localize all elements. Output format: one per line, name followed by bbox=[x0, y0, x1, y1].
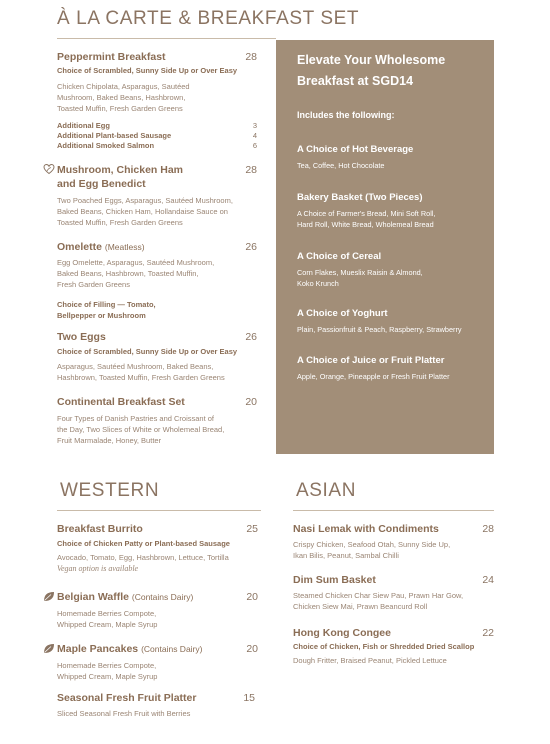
menu-item-breakfast-burrito bbox=[57, 522, 258, 574]
headline-line: Breakfast at SGD14 bbox=[297, 74, 414, 88]
item-choice: Choice of Chicken, Fish or Shredded Dried Scallop bbox=[293, 642, 475, 651]
menu-item-seasonal-fruit-platter bbox=[57, 691, 255, 719]
desc-line: Dough Fritter, Braised Peanut, Pickled Lettuce bbox=[293, 656, 447, 665]
block-title: A Choice of Yoghurt bbox=[297, 308, 388, 319]
desc-line: Apple, Orange, Pineapple or Fresh Fruit Platter bbox=[297, 372, 450, 381]
menu-item-hong-kong-congee bbox=[293, 626, 494, 666]
item-name bbox=[57, 590, 193, 604]
item-description bbox=[57, 413, 257, 446]
desc-line: Egg Omelette, Asparagus, Sautéed Mushroom, bbox=[57, 258, 215, 267]
item-choice: Choice of Chicken Patty or Plant-based Sausage bbox=[57, 539, 230, 548]
desc-line: Chicken Chipolata, Asparagus, Sautéed bbox=[57, 82, 190, 91]
item-description bbox=[57, 361, 257, 383]
section-title-asian: ASIAN bbox=[296, 480, 357, 501]
menu-item-omelette bbox=[57, 240, 257, 321]
item-price: 28 bbox=[482, 523, 494, 535]
menu-item-maple-pancakes bbox=[57, 642, 258, 682]
item-description bbox=[57, 660, 258, 682]
item-name: Continental Breakfast Set bbox=[57, 396, 185, 408]
item-description bbox=[57, 257, 257, 290]
desc-line: the Day, Two Slices of White or Wholemeal Bread, bbox=[57, 425, 225, 434]
panel-block-hot-beverage bbox=[297, 143, 489, 171]
name-text: Maple Pancakes bbox=[57, 643, 139, 655]
item-price: 28 bbox=[245, 164, 257, 176]
item-price: 20 bbox=[245, 396, 257, 408]
section-title-western: WESTERN bbox=[60, 480, 160, 501]
item-name: Two Eggs bbox=[57, 331, 106, 343]
section-rule bbox=[293, 510, 494, 511]
addon-price: 6 bbox=[252, 141, 257, 150]
item-name: Hong Kong Congee bbox=[293, 627, 391, 639]
headline-line: Elevate Your Wholesome bbox=[297, 53, 446, 67]
item-name bbox=[57, 163, 183, 191]
item-description bbox=[57, 552, 258, 563]
menu-item-belgian-waffle bbox=[57, 590, 258, 630]
item-name bbox=[57, 642, 202, 656]
panel-block-bakery-basket bbox=[297, 191, 489, 230]
desc-line: Crispy Chicken, Seafood Otah, Sunny Side Up, bbox=[293, 540, 451, 549]
menu-item-continental-breakfast bbox=[57, 395, 257, 446]
menu-item-dim-sum-basket bbox=[293, 573, 494, 612]
item-description bbox=[293, 590, 494, 612]
panel-block-cereal bbox=[297, 250, 489, 289]
desc-line: Hashbrown, Toasted Muffin, Fresh Garden Greens bbox=[57, 373, 225, 382]
desc-line: Corn Flakes, Mueslix Raisin & Almond, bbox=[297, 268, 423, 277]
item-filling-choice bbox=[57, 299, 257, 321]
item-name bbox=[57, 240, 145, 254]
item-price: 26 bbox=[245, 241, 257, 253]
name-line: and Egg Benedict bbox=[57, 178, 146, 190]
name-text: Omelette bbox=[57, 241, 102, 253]
panel-headline bbox=[297, 50, 487, 92]
block-title: A Choice of Juice or Fruit Platter bbox=[297, 355, 445, 366]
item-name: Breakfast Burrito bbox=[57, 523, 143, 535]
addon-label: Additional Smoked Salmon bbox=[57, 141, 155, 150]
addon-row bbox=[57, 141, 257, 151]
desc-line: A Choice of Farmer's Bread, Mini Soft Roll, bbox=[297, 209, 436, 218]
item-price: 20 bbox=[246, 591, 258, 603]
menu-item-two-eggs bbox=[57, 330, 257, 383]
desc-line: Two Poached Eggs, Asparagus, Sautéed Mushroom, bbox=[57, 196, 233, 205]
item-description bbox=[57, 708, 255, 719]
desc-line: Tea, Coffee, Hot Chocolate bbox=[297, 161, 385, 170]
item-name: Peppermint Breakfast bbox=[57, 51, 166, 63]
desc-line: Toasted Muffin, Fresh Garden Greens bbox=[57, 218, 183, 227]
desc-line: Plain, Passionfruit & Peach, Raspberry, Strawberry bbox=[297, 325, 462, 334]
desc-line: Avocado, Tomato, Egg, Hashbrown, Lettuce, Tortilla bbox=[57, 553, 229, 562]
item-description bbox=[293, 655, 494, 666]
desc-line: Whipped Cream, Maple Syrup bbox=[57, 620, 158, 629]
item-name: Nasi Lemak with Condiments bbox=[293, 523, 439, 535]
desc-line: Homemade Berries Compote, bbox=[57, 609, 157, 618]
addon-list bbox=[57, 121, 257, 151]
item-qualifier: (Contains Dairy) bbox=[131, 592, 194, 602]
addon-label: Additional Plant-based Sausage bbox=[57, 131, 172, 140]
desc-line: Chicken Siew Mai, Prawn Beancurd Roll bbox=[293, 602, 428, 611]
breakfast-set-panel bbox=[276, 40, 494, 454]
desc-line: Sliced Seasonal Fresh Fruit with Berries bbox=[57, 709, 191, 718]
block-description bbox=[297, 324, 489, 335]
item-description bbox=[57, 81, 257, 114]
desc-line: Hard Roll, White Bread, Wholemeal Bread bbox=[297, 220, 434, 229]
desc-line: Baked Beans, Hashbrown, Toasted Muffin, bbox=[57, 269, 199, 278]
menu-item-nasi-lemak bbox=[293, 522, 494, 561]
item-name: Dim Sum Basket bbox=[293, 574, 376, 586]
panel-block-juice-fruit bbox=[297, 354, 489, 382]
desc-line: Baked Beans, Chicken Ham, Hollandaise Sauce on bbox=[57, 207, 228, 216]
addon-label: Additional Egg bbox=[57, 121, 110, 130]
section-rule bbox=[57, 510, 261, 511]
desc-line: Ikan Bilis, Peanut, Sambal Chilli bbox=[293, 551, 399, 560]
leaf-icon bbox=[43, 643, 55, 654]
filling-line: Bellpepper or Mushroom bbox=[57, 311, 146, 320]
item-description bbox=[293, 539, 494, 561]
menu-item-peppermint-breakfast bbox=[57, 50, 257, 151]
addon-price: 4 bbox=[252, 131, 257, 140]
item-qualifier: (Contains Dairy) bbox=[141, 644, 203, 654]
item-choice: Choice of Scrambled, Sunny Side Up or Over Easy bbox=[57, 66, 238, 75]
name-line: Mushroom, Chicken Ham bbox=[57, 164, 184, 176]
item-price: 22 bbox=[482, 627, 494, 639]
desc-line: Mushroom, Baked Beans, Hashbrown, bbox=[57, 93, 186, 102]
block-description bbox=[297, 208, 489, 230]
menu-item-egg-benedict bbox=[57, 163, 257, 228]
item-qualifier: (Meatless) bbox=[104, 242, 145, 252]
item-choice: Choice of Scrambled, Sunny Side Up or Over Easy bbox=[57, 347, 238, 356]
heart-leaf-icon bbox=[43, 163, 55, 175]
filling-line: Choice of Filling — Tomato, bbox=[57, 300, 156, 309]
item-price: 20 bbox=[246, 643, 258, 655]
block-title: Bakery Basket (Two Pieces) bbox=[297, 192, 423, 203]
desc-line: Steamed Chicken Char Siew Pau, Prawn Har Gow, bbox=[293, 591, 464, 600]
section-title-a-la-carte: À LA CARTE & BREAKFAST SET bbox=[57, 8, 360, 29]
item-price: 28 bbox=[245, 51, 257, 63]
leaf-icon bbox=[43, 591, 55, 602]
addon-row bbox=[57, 131, 257, 141]
desc-line: Toasted Muffin, Fresh Garden Greens bbox=[57, 104, 183, 113]
item-price: 26 bbox=[245, 331, 257, 343]
desc-line: Koko Krunch bbox=[297, 279, 339, 288]
desc-line: Four Types of Danish Pastries and Croissant of bbox=[57, 414, 215, 423]
desc-line: Fruit Marmalade, Honey, Butter bbox=[57, 436, 162, 445]
panel-block-yoghurt bbox=[297, 307, 489, 335]
block-title: A Choice of Hot Beverage bbox=[297, 144, 414, 155]
desc-line: Fresh Garden Greens bbox=[57, 280, 130, 289]
desc-line: Asparagus, Sautéed Mushroom, Baked Beans, bbox=[57, 362, 214, 371]
block-title: A Choice of Cereal bbox=[297, 251, 382, 262]
name-text: Belgian Waffle bbox=[57, 591, 129, 603]
item-description bbox=[57, 608, 258, 630]
panel-includes-label: Includes the following: bbox=[297, 110, 395, 120]
item-description bbox=[57, 195, 257, 228]
block-description bbox=[297, 267, 489, 289]
desc-line: Homemade Berries Compote, bbox=[57, 661, 157, 670]
item-price: 15 bbox=[243, 692, 255, 704]
addon-price: 3 bbox=[252, 121, 257, 130]
item-name: Seasonal Fresh Fruit Platter bbox=[57, 692, 197, 704]
addon-row bbox=[57, 121, 257, 131]
item-note: Vegan option is available bbox=[57, 564, 139, 573]
block-description bbox=[297, 371, 489, 382]
item-price: 24 bbox=[482, 574, 494, 586]
section-rule bbox=[57, 38, 276, 39]
desc-line: Whipped Cream, Maple Syrup bbox=[57, 672, 158, 681]
item-price: 25 bbox=[246, 523, 258, 535]
block-description bbox=[297, 160, 489, 171]
